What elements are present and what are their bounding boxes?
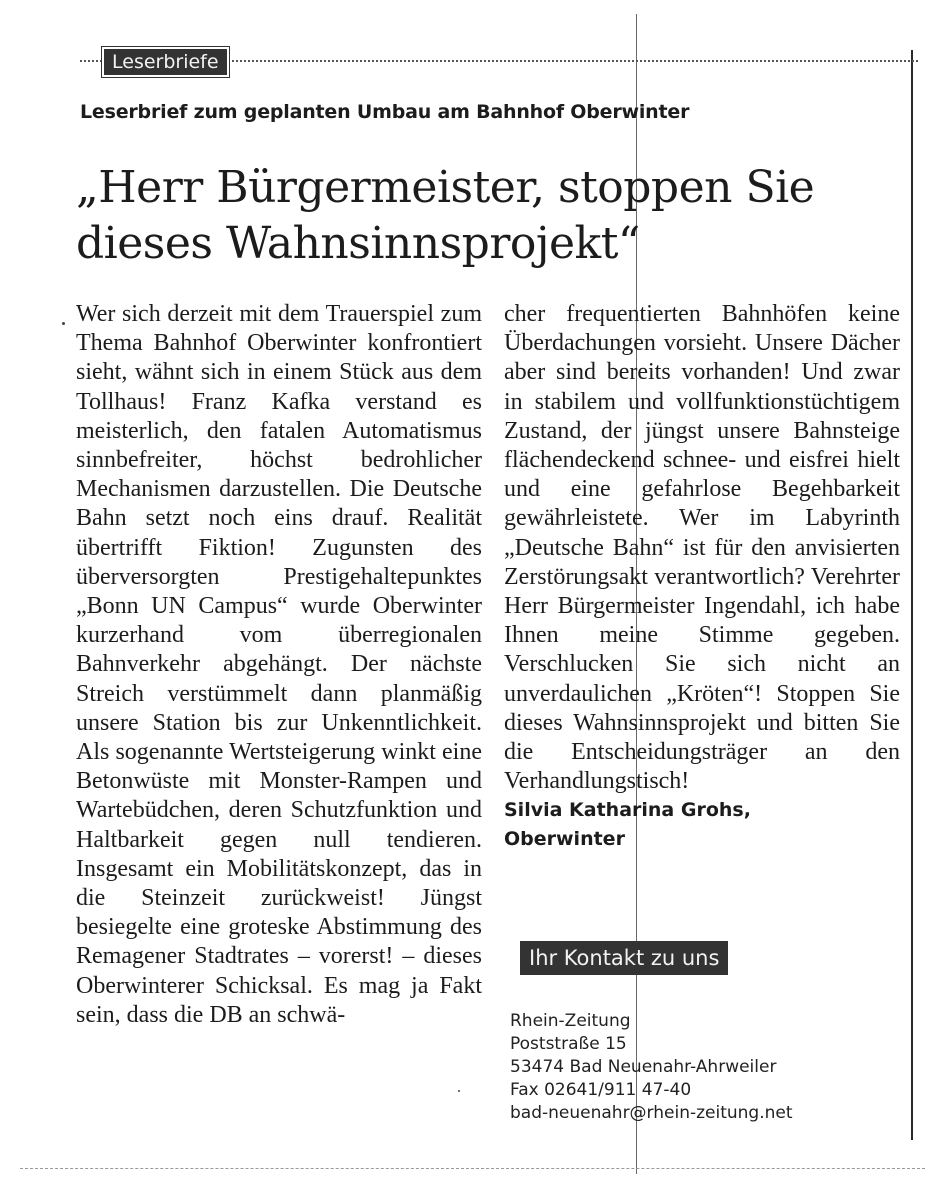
contact-line-fax: Fax 02641/911 47-40 xyxy=(510,1080,692,1100)
article-column-right xyxy=(504,300,900,854)
author-name: Silvia Katharina Grohs, xyxy=(504,799,751,822)
page-edge-line xyxy=(911,50,913,1140)
scan-speck xyxy=(62,322,65,325)
contact-address xyxy=(510,1010,793,1125)
contact-line-city: 53474 Bad Neuenahr-Ahrweiler xyxy=(510,1057,777,1077)
scan-speck xyxy=(458,1090,460,1092)
contact-line-street: Poststraße 15 xyxy=(510,1034,627,1054)
article-kicker: Leserbrief zum geplanten Umbau am Bahnhof Oberwinter xyxy=(80,101,690,123)
article-body-left: Wer sich derzeit mit dem Trauerspiel zum Thema Bahnhof Oberwinter konfrontiert sieht, wähnt sich in einem Stück aus dem Tollhaus! Franz Kafka verstand es meisterlich, den fatalen Automatismus sinnbefreiter, höchst bedrohlicher Mechanismen darzustellen. Die Deutsche Bahn setzt noch eins drauf. Realität übertrifft Fiktion! Zugunsten des überversorgten Prestigehaltepunktes „Bonn UN Campus“ wurde Oberwinter kurzerhand vom überregionalen Bahnverkehr abgehängt. Der nächste Streich verstümmelt dann planmäßig unsere Station bis zur Unkenntlichkeit. Als sogenannte Wertsteigerung winkt eine Betonwüste mit Monster-Rampen und Wartebüdchen, deren Schutzfunktion und Haltbarkeit gegen null tendieren. Insgesamt ein Mobilitätskonzept, das in die Steinzeit zurückweist! Jüngst besiegelte eine groteske Abstimmung des Remagener Stadtrates – vorerst! – dieses Oberwinterer Schicksal. Es mag ja Fakt sein, dass die DB an schwä- xyxy=(76,301,482,1028)
contact-line-email[interactable]: bad-neuenahr@rhein-zeitung.net xyxy=(510,1103,793,1123)
contact-line-publisher: Rhein-Zeitung xyxy=(510,1011,631,1031)
article-headline: „Herr Bürgermeister, stoppen Sie dieses Wahnsinnsprojekt“ xyxy=(76,162,815,269)
contact-heading: Ihr Kontakt zu uns xyxy=(520,941,728,975)
rubric-label: Leserbriefe xyxy=(102,47,229,77)
article-body-right: cher frequentierten Bahnhöfen keine Überdachungen vorsieht. Unsere Dächer aber sind bereits vorhanden! Und zwar in stabilem und vollfunktionstüchtigem Zustand, der jüngst unsere Bahnsteige flächendeckend schnee- und eisfrei hielt und eine gefahrlose Begehbarkeit gewährleistete. Wer im Labyrinth „Deutsche Bahn“ ist für den anvisierten Zerstörungsakt verantwortlich? Verehrter Herr Bürgermeister Ingendahl, ich habe Ihnen meine Stimme gegeben. Verschlucken Sie sich nicht an unverdaulichen „Kröten“! Stoppen Sie dieses Wahnsinnsprojekt und bitten Sie die Entscheidungsträger an den Verhandlungstisch! xyxy=(504,301,900,795)
rubric-bar xyxy=(80,47,918,73)
article-column-left xyxy=(76,300,482,1030)
bottom-edge-line xyxy=(20,1168,925,1169)
author-place: Oberwinter xyxy=(504,828,625,851)
